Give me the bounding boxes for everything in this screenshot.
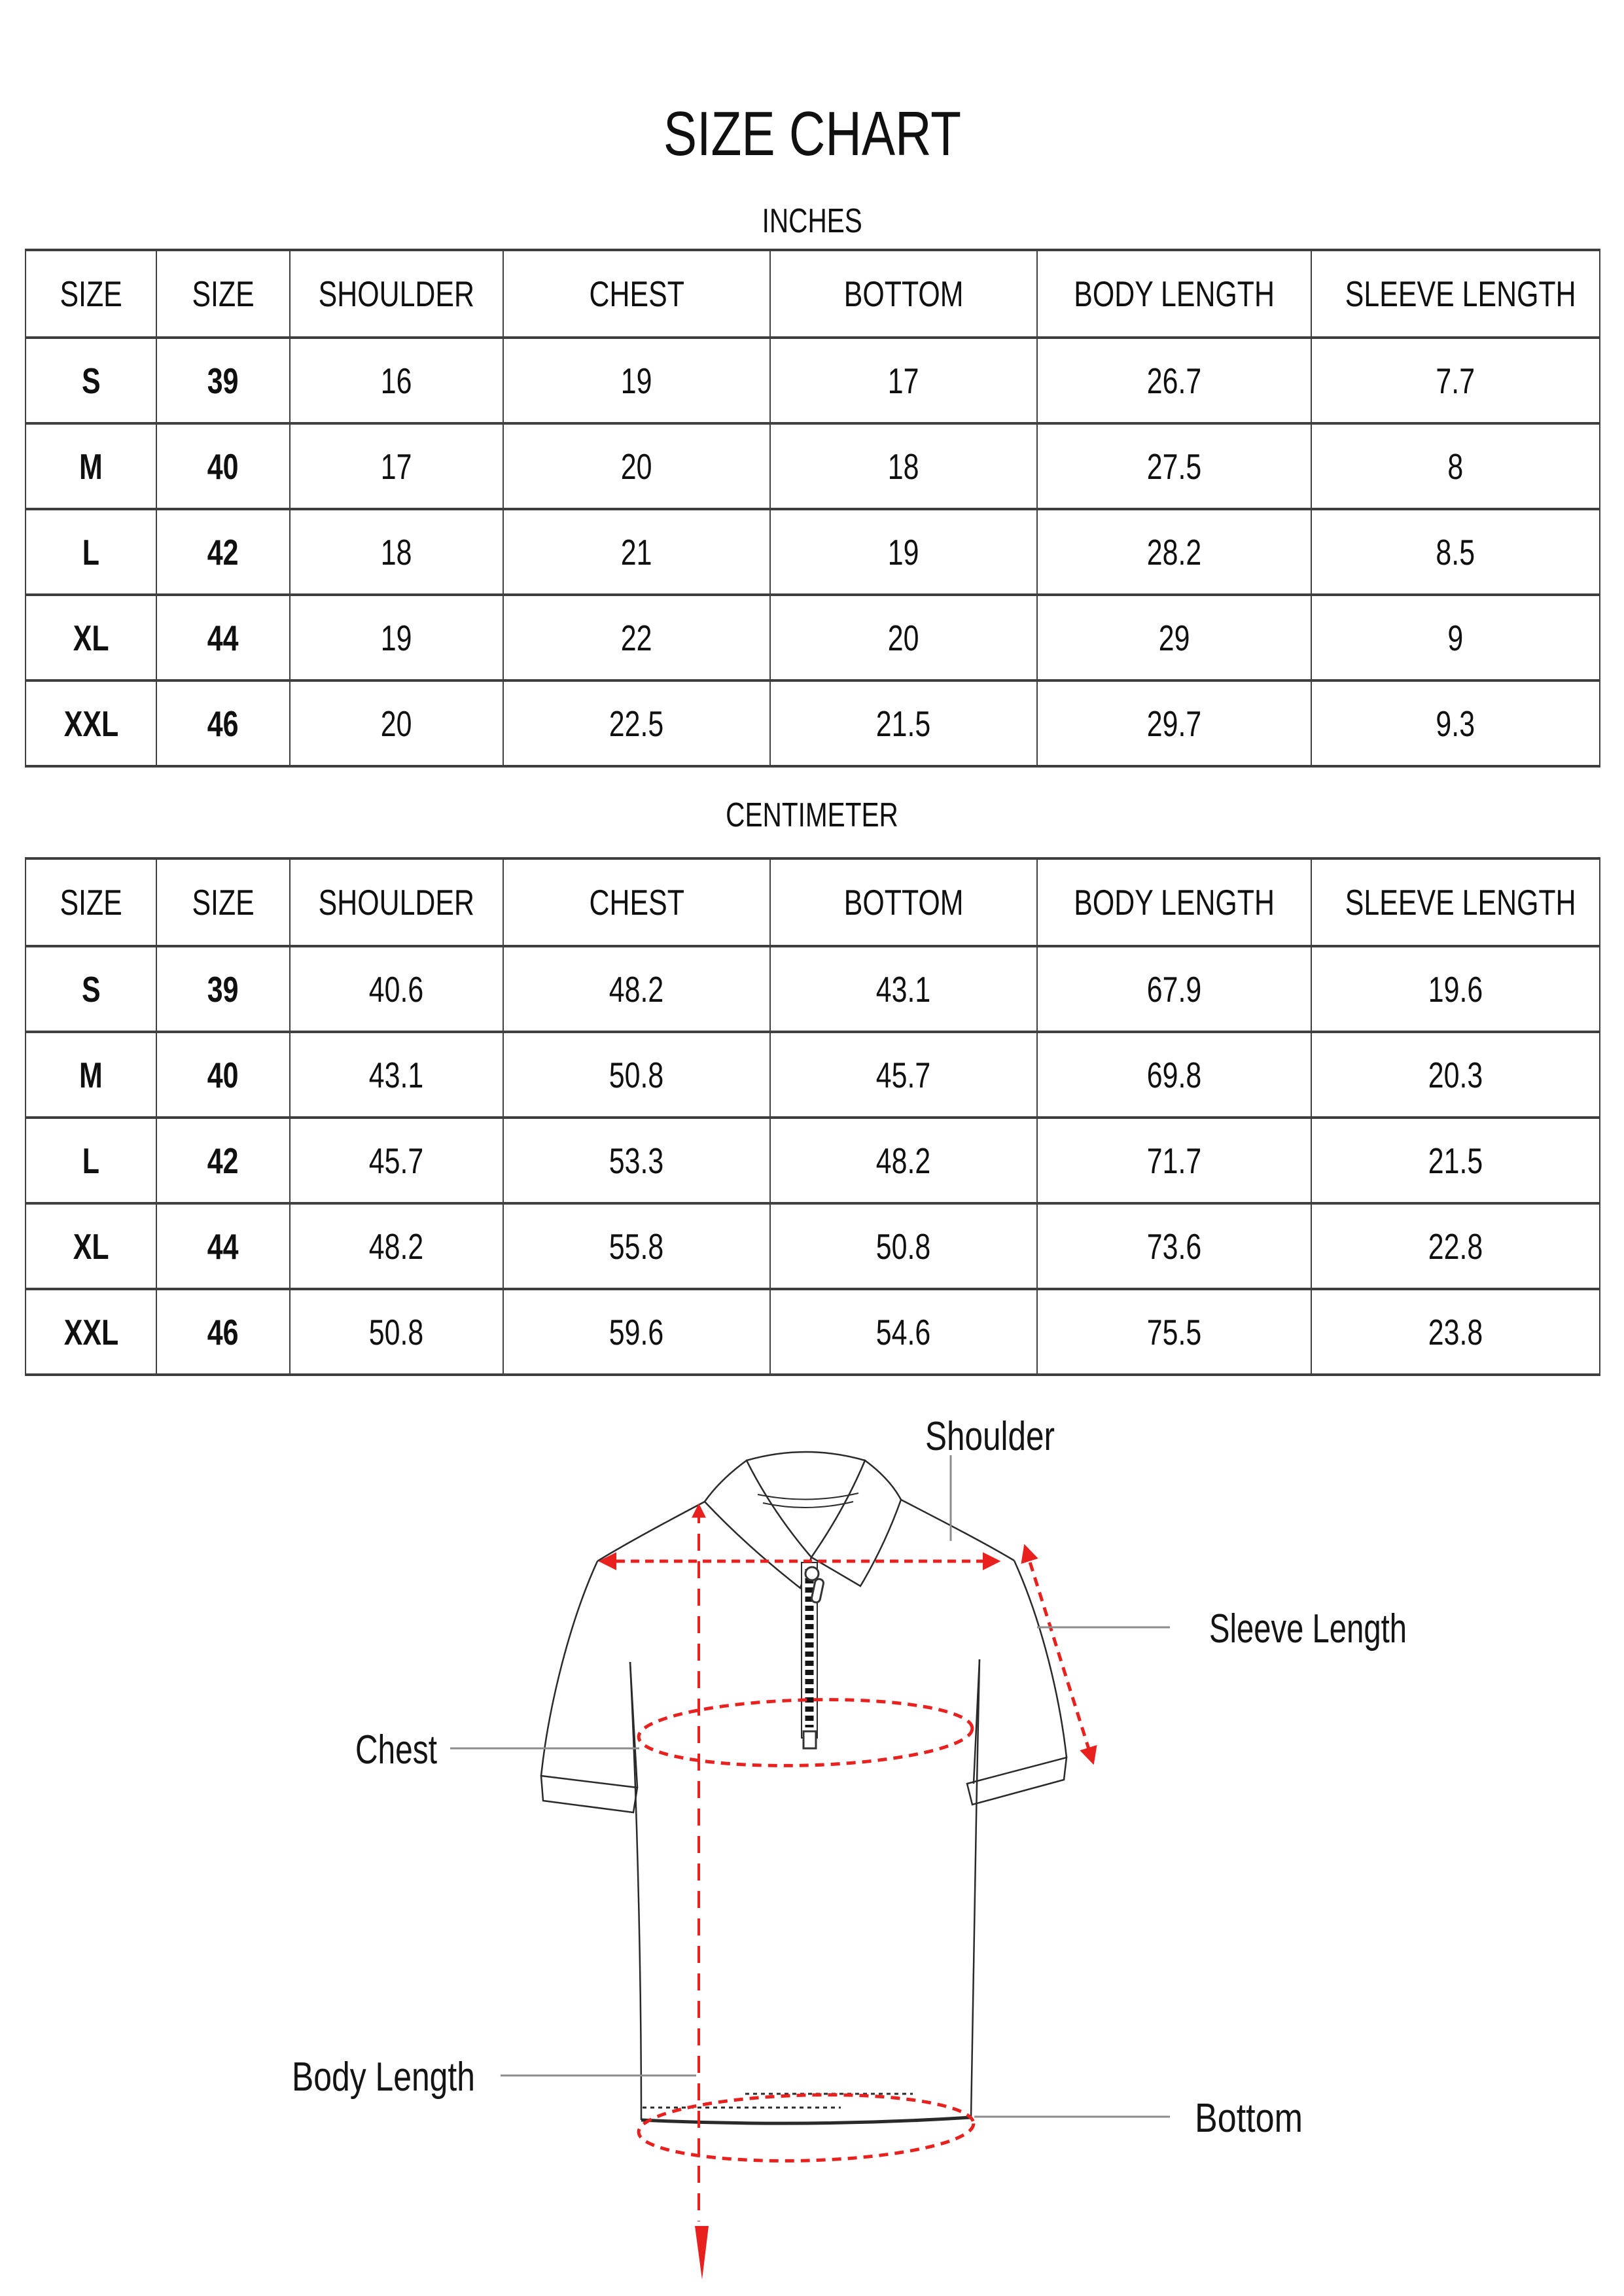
header-cell: SIZE	[26, 858, 156, 946]
data-cell: 23.8	[1311, 1289, 1600, 1375]
inches-label-text: INCHES	[762, 202, 862, 240]
sleeve-length-label: Sleeve Length	[1209, 1606, 1407, 1651]
centimeter-section-label	[0, 796, 1624, 835]
collar-band-seam-upper	[758, 1493, 858, 1500]
body-length-down-arrowhead	[695, 2226, 709, 2280]
data-cell: 17	[770, 338, 1037, 423]
page-title	[0, 98, 1624, 170]
bottom-label: Bottom	[1195, 2096, 1303, 2141]
header-cell: SLEEVE LENGTH	[1311, 858, 1600, 946]
measurement-annotations	[602, 1506, 1093, 2280]
data-cell: XXL	[26, 680, 156, 766]
data-cell: 20	[770, 595, 1037, 680]
header-cell: SIZE	[156, 858, 290, 946]
data-cell: 19	[770, 509, 1037, 595]
data-cell: 20	[290, 680, 503, 766]
data-cell: 29	[1037, 595, 1311, 680]
data-cell: 16	[290, 338, 503, 423]
measurement-diagram	[0, 1407, 1624, 2296]
header-cell: SIZE	[26, 250, 156, 338]
data-cell: 9.3	[1311, 680, 1600, 766]
data-cell: 43.1	[770, 946, 1037, 1032]
data-cell: 22.8	[1311, 1203, 1600, 1289]
size-row	[26, 1289, 1600, 1375]
centimeter-label-text: CENTIMETER	[726, 796, 898, 834]
data-cell: XXL	[26, 1289, 156, 1375]
data-cell: 22.5	[503, 680, 770, 766]
data-cell: 40	[156, 423, 290, 509]
data-cell: M	[26, 1032, 156, 1118]
data-cell: 75.5	[1037, 1289, 1311, 1375]
data-cell: 7.7	[1311, 338, 1600, 423]
data-cell: 67.9	[1037, 946, 1311, 1032]
polo-shirt-illustration	[541, 1452, 1067, 2123]
left-cuff-band	[541, 1776, 637, 1812]
data-cell: 39	[156, 946, 290, 1032]
size-row	[26, 1203, 1600, 1289]
data-cell: 44	[156, 595, 290, 680]
data-cell: XL	[26, 595, 156, 680]
header-cell: SHOULDER	[290, 250, 503, 338]
data-cell: 21.5	[1311, 1118, 1600, 1203]
header-cell: CHEST	[503, 858, 770, 946]
data-cell: 18	[770, 423, 1037, 509]
size-row	[26, 1032, 1600, 1118]
data-cell: 69.8	[1037, 1032, 1311, 1118]
sleeve-length-measure-arrow	[1025, 1547, 1093, 1761]
leader-lines	[450, 1455, 1170, 2117]
shoulder-label: Shoulder	[925, 1414, 1055, 1459]
size-row	[26, 946, 1600, 1032]
data-cell: 40	[156, 1032, 290, 1118]
data-cell: 20.3	[1311, 1032, 1600, 1118]
size-row	[26, 595, 1600, 680]
body-left-edge	[630, 1662, 641, 2120]
data-cell: 40.6	[290, 946, 503, 1032]
bottom-measure-ellipse	[638, 2091, 974, 2164]
header-row	[26, 858, 1600, 946]
data-cell: 43.1	[290, 1032, 503, 1118]
data-cell: 18	[290, 509, 503, 595]
data-cell: L	[26, 1118, 156, 1203]
data-cell: 50.8	[503, 1032, 770, 1118]
data-cell: 48.2	[770, 1118, 1037, 1203]
collar-band-seam-lower	[763, 1502, 853, 1508]
data-cell: 54.6	[770, 1289, 1037, 1375]
chest-label: Chest	[355, 1727, 437, 1773]
data-cell: 28.2	[1037, 509, 1311, 595]
data-cell: 71.7	[1037, 1118, 1311, 1203]
size-row	[26, 1118, 1600, 1203]
left-shoulder-seam	[597, 1502, 705, 1561]
header-cell: BOTTOM	[770, 858, 1037, 946]
data-cell: 27.5	[1037, 423, 1311, 509]
header-cell: SIZE	[156, 250, 290, 338]
header-cell: SHOULDER	[290, 858, 503, 946]
data-cell: 53.3	[503, 1118, 770, 1203]
data-cell: 50.8	[290, 1289, 503, 1375]
inches-section-label	[0, 202, 1624, 241]
zipper-bottom-stop	[803, 1731, 816, 1748]
data-cell: 48.2	[503, 946, 770, 1032]
size-row	[26, 423, 1600, 509]
data-cell: 19.6	[1311, 946, 1600, 1032]
page-title-text: SIZE CHART	[663, 99, 961, 169]
centimeter-size-table	[25, 857, 1600, 1376]
data-cell: L	[26, 509, 156, 595]
header-cell: BODY LENGTH	[1037, 858, 1311, 946]
right-sleeve-outer-edge	[1014, 1561, 1067, 1757]
data-cell: 50.8	[770, 1203, 1037, 1289]
header-cell: SLEEVE LENGTH	[1311, 250, 1600, 338]
data-cell: 39	[156, 338, 290, 423]
right-cuff-band	[967, 1757, 1067, 1805]
data-cell: 46	[156, 1289, 290, 1375]
data-cell: S	[26, 338, 156, 423]
data-cell: 73.6	[1037, 1203, 1311, 1289]
header-cell: BOTTOM	[770, 250, 1037, 338]
data-cell: 44	[156, 1203, 290, 1289]
data-cell: 9	[1311, 595, 1600, 680]
collar-right-flap	[811, 1460, 901, 1586]
data-cell: 42	[156, 1118, 290, 1203]
data-cell: 55.8	[503, 1203, 770, 1289]
data-cell: 21	[503, 509, 770, 595]
data-cell: XL	[26, 1203, 156, 1289]
data-cell: 26.7	[1037, 338, 1311, 423]
size-row	[26, 509, 1600, 595]
data-cell: 59.6	[503, 1289, 770, 1375]
data-cell: 46	[156, 680, 290, 766]
header-row	[26, 250, 1600, 338]
data-cell: 42	[156, 509, 290, 595]
data-cell: 45.7	[290, 1118, 503, 1203]
data-cell: 19	[503, 338, 770, 423]
size-row	[26, 338, 1600, 423]
header-cell: BODY LENGTH	[1037, 250, 1311, 338]
data-cell: 21.5	[770, 680, 1037, 766]
header-cell: CHEST	[503, 250, 770, 338]
data-cell: 8.5	[1311, 509, 1600, 595]
inches-size-table	[25, 249, 1600, 768]
data-cell: 19	[290, 595, 503, 680]
data-cell: 29.7	[1037, 680, 1311, 766]
left-sleeve-outer-edge	[541, 1561, 597, 1776]
data-cell: S	[26, 946, 156, 1032]
bottom-hem-line	[641, 2117, 971, 2123]
data-cell: 20	[503, 423, 770, 509]
data-cell: M	[26, 423, 156, 509]
data-cell: 22	[503, 595, 770, 680]
zipper-pull-ring	[805, 1567, 819, 1580]
collar-back-edge	[747, 1452, 865, 1460]
body-length-label: Body Length	[292, 2055, 475, 2100]
data-cell: 8	[1311, 423, 1600, 509]
size-row	[26, 680, 1600, 766]
collar-left-flap	[705, 1460, 811, 1588]
data-cell: 17	[290, 423, 503, 509]
data-cell: 48.2	[290, 1203, 503, 1289]
right-shoulder-seam	[901, 1500, 1014, 1561]
data-cell: 45.7	[770, 1032, 1037, 1118]
